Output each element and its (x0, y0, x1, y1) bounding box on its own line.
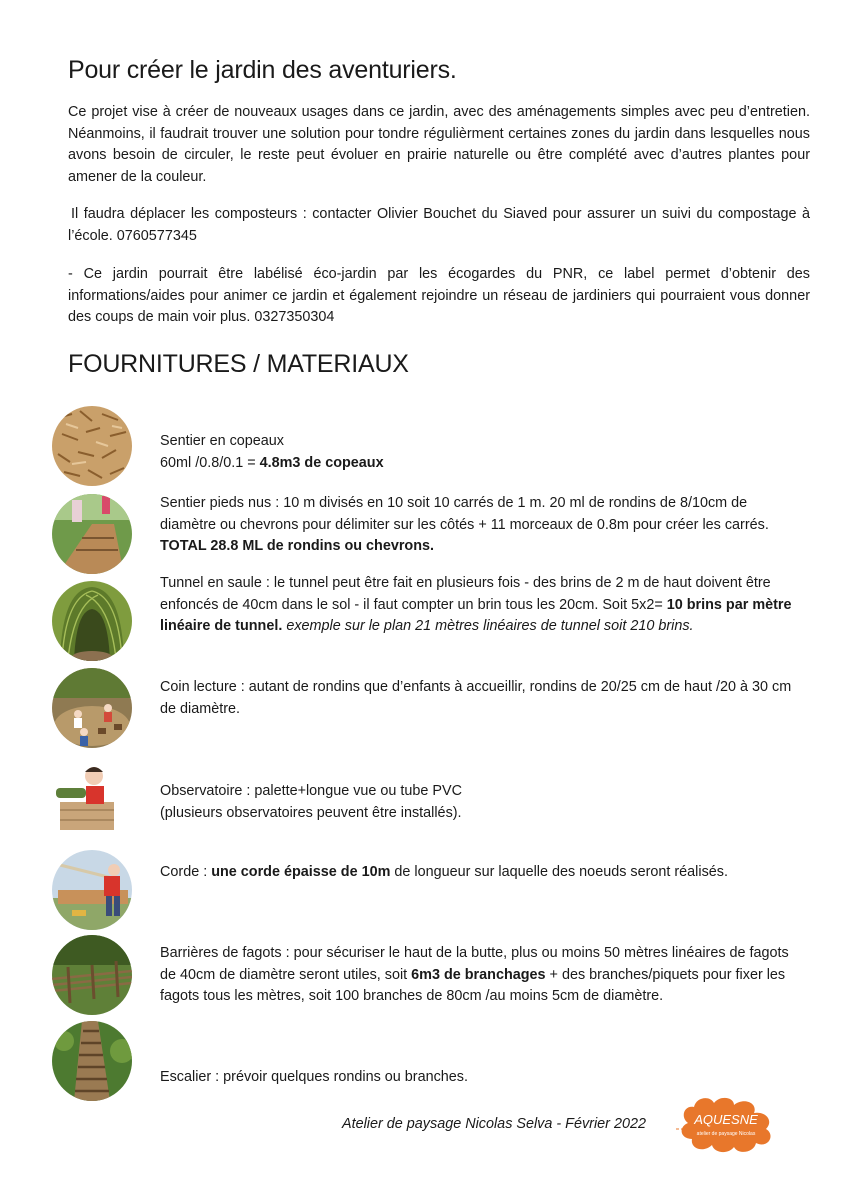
item-text: Observatoire : palette+longue vue ou tube PVC (plusieurs observatoires peuvent être installés). (160, 783, 462, 821)
observatory-photo (52, 762, 122, 830)
item-text: Coin lecture : autant de rondins que d’enfants à accueillir, rondins de 20/25 cm de haut /20 à 30 cm de diamètre. (160, 679, 792, 717)
item-text: Barrières de fagots : pour sécuriser le haut de la butte, plus ou moins 50 mètres linéaires de fagots de 40cm de diamètre seront utiles, soit 6m3 de branchages + des branches/piquets pour fixer les fagots tous les mètres, soit 100 branches de 80cm /au moins 5cm de diamètre. (160, 945, 789, 1004)
item-text: Sentier en copeaux 60ml /0.8/0.1 = 4.8m3 de copeaux (160, 433, 384, 471)
aquesne-logo (674, 1093, 784, 1155)
item-text: Corde : une corde épaisse de 10m de longueur sur laquelle des noeuds seront réalisés. (160, 864, 728, 880)
wood-chips-photo (52, 406, 132, 486)
item-text: Tunnel en saule : le tunnel peut être fait en plusieurs fois - des brins de 2 m de haut doivent être enfoncés de 40cm dans le sol - il faut compter un brin tous les 20cm. Soit 5x2= 10 brins par mètre linéaire de tunnel. exemple sur le plan 21 mètres linéaires de tunnel soit 210 brins. (160, 575, 792, 634)
item-text: Escalier : prévoir quelques rondins ou branches. (160, 1069, 468, 1085)
intro-paragraph-3: - Ce jardin pourrait être labélisé éco-jardin par les écogardes du PNR, ce label permet d’obtenir des informations/aides pour animer ce jardin et également rejoindre un réseau de jardiniers qui pourraient vous donner des coups de main voir plus. 0327350304 (68, 266, 810, 325)
intro-paragraph-1: Ce projet vise à créer de nouveaux usages dans ce jardin, avec des aménagements simples avec peu d’entretien. Néanmoins, il faudrait trouver une solution pour tondre régulièrment certaines zones du jardin dans lesquelles nous avons besoin de circuler, le reste peut évoluer en prairie naturelle ou être complété avec d’autres plantes pour amener de la couleur. (68, 104, 810, 185)
barefoot-path-photo (52, 494, 132, 574)
svg-text:atelier de paysage Nicolas: atelier de paysage Nicolas (696, 1131, 756, 1137)
intro-paragraph-2: Il faudra déplacer les composteurs : contacter Olivier Bouchet du Siaved pour assurer un suivi du compostage à l’école. 0760577345 (68, 206, 810, 244)
section-title: FOURNITURES / MATERIAUX (68, 350, 409, 378)
willow-tunnel-photo (52, 581, 132, 661)
item-text: Sentier pieds nus : 10 m divisés en 10 soit 10 carrés de 1 m. 20 ml de rondins de 8/10cm de diamètre ou chevrons pour délimiter sur les côtés + 11 morceaux de 0.8m pour créer les carrés. TOTAL 28.8 ML de rondins ou chevrons. (160, 495, 769, 554)
reading-corner-photo (52, 668, 132, 748)
svg-text:AQUESNE: AQUESNE (694, 1112, 758, 1127)
footer-credit: Atelier de paysage Nicolas Selva - Février 2022 (342, 1116, 646, 1132)
page-title: Pour créer le jardin des aventuriers. (68, 56, 457, 84)
stairs-photo (52, 1021, 132, 1101)
brushwood-fence-photo (52, 935, 132, 1015)
rope-climbing-photo (52, 850, 132, 930)
